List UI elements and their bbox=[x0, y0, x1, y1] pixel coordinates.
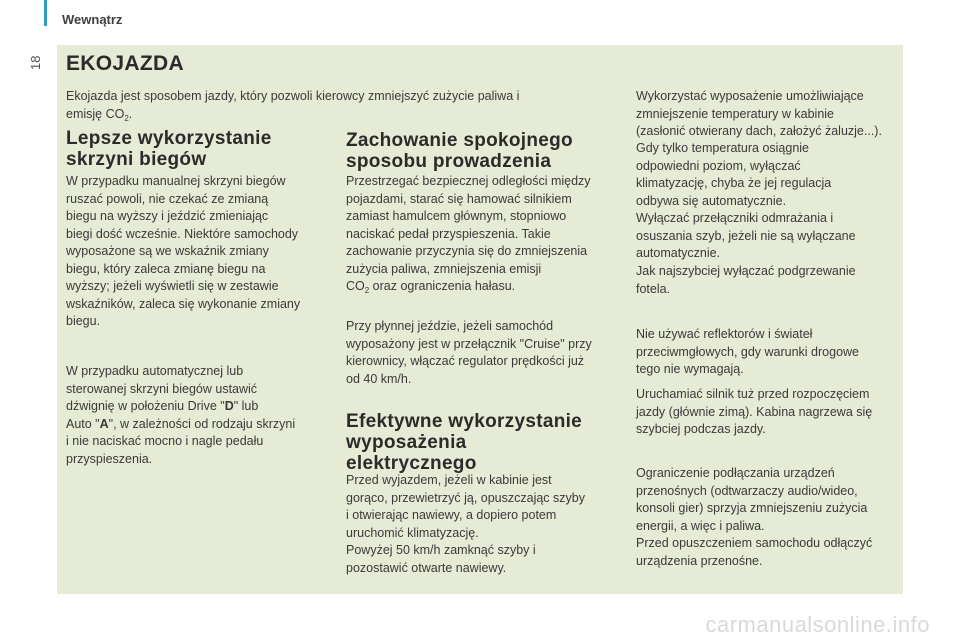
text-span: oraz ograniczenia hałasu. bbox=[369, 279, 516, 293]
text-span: ", w zależności od rodzaju skrzyni bbox=[108, 416, 296, 431]
text-line: wyposażony jest w przełącznik "Cruise" przy bbox=[346, 336, 592, 351]
gear-auto-letter: A bbox=[99, 416, 109, 431]
text-line: gorąco, przewietrzyć ją, opuszczając szyby bbox=[346, 490, 585, 505]
electrical-paragraph-2 bbox=[346, 542, 626, 577]
text-line: wyższy; jeżeli wyświetli się w zestawie bbox=[66, 279, 279, 293]
col3-paragraph-8 bbox=[636, 535, 901, 570]
text-span: dźwignię w położeniu Drive " bbox=[66, 399, 225, 413]
text-line: sterowanej skrzyni biegów ustawić bbox=[66, 381, 258, 396]
text-line: Wykorzystać wyposażenie umożliwiające bbox=[636, 89, 864, 103]
intro-line: Ekojazda jest sposobem jazdy, który pozwoli kierowcy zmniejszyć zużycie paliwa i bbox=[66, 89, 520, 103]
section-label: Wewnątrz bbox=[62, 12, 123, 27]
text-line: ruszać powoli, nie czekać ze zmianą bbox=[66, 191, 269, 206]
text-line: W przypadku manualnej skrzyni biegów bbox=[66, 174, 286, 188]
heading-line: Efektywne wykorzystanie bbox=[346, 411, 583, 432]
heading-gears bbox=[66, 128, 331, 170]
text-line: i nie naciskać mocno i nagle pedału bbox=[66, 434, 264, 448]
heading-line: skrzyni biegów bbox=[66, 149, 207, 170]
text-span: Auto " bbox=[66, 416, 100, 431]
electrical-paragraph-1 bbox=[346, 472, 626, 542]
text-line: automatycznie. bbox=[636, 246, 721, 260]
text-line: uruchomić klimatyzację. bbox=[346, 525, 479, 540]
calm-paragraph-1 bbox=[346, 173, 626, 296]
text-line: klimatyzację, chyba że jej regulacja bbox=[636, 176, 832, 190]
text-line: Nie używać reflektorów i świateł bbox=[636, 327, 813, 341]
text-line: pozostawić otwarte nawiewy. bbox=[346, 560, 507, 575]
heading-calm-driving bbox=[346, 130, 626, 172]
text-line: i otwierając nawiewy, a dopiero potem bbox=[346, 508, 557, 522]
text-line: wskaźników, zaleca się wykonanie zmiany bbox=[66, 296, 301, 311]
col3-paragraph-4 bbox=[636, 263, 901, 298]
intro-line bbox=[66, 106, 626, 124]
text-line: Uruchamiać silnik tuż przed rozpoczęciem bbox=[636, 387, 870, 401]
text-line: Przy płynnej jeździe, jeżeli samochód bbox=[346, 319, 554, 333]
page-title: EKOJAZDA bbox=[66, 52, 184, 75]
heading-line: Lepsze wykorzystanie bbox=[66, 128, 272, 149]
text-line: Ograniczenie podłączania urządzeń bbox=[636, 466, 835, 480]
text-line: Wyłączać przełączniki odmrażania i bbox=[636, 211, 834, 225]
text-line: odbywa się automatycznie. bbox=[636, 193, 787, 208]
intro-text: . bbox=[128, 106, 133, 121]
text-line: odpowiedni poziom, wyłączać bbox=[636, 158, 801, 173]
heading-line: wyposażenia bbox=[346, 432, 467, 453]
text-line: biegi dość wcześnie. Niektóre samochody bbox=[66, 226, 299, 241]
gears-manual-paragraph bbox=[66, 173, 331, 331]
heading-line: elektrycznego bbox=[346, 453, 477, 474]
heading-electrical bbox=[346, 411, 626, 474]
text-line: (zasłonić otwierany dach, założyć żaluzje...). bbox=[636, 124, 882, 138]
subscript: 2 bbox=[124, 113, 129, 123]
col3-paragraph-6 bbox=[636, 386, 901, 439]
text-span: " lub bbox=[233, 399, 259, 413]
text-line: zmniejszenie temperatury w kabinie bbox=[636, 106, 835, 121]
text-line: wyposażone są we wskaźnik zmiany bbox=[66, 244, 269, 258]
text-line: przenośnych (odtwarzaczy audio/wideo, bbox=[636, 483, 858, 498]
text-line: pojazdami, starać się hamować silnikiem bbox=[346, 191, 572, 206]
text-line: tego nie wymagają. bbox=[636, 362, 744, 376]
text-line: zamiast hamulcem głównym, stopniowo bbox=[346, 209, 567, 223]
text-span: CO bbox=[346, 279, 365, 293]
text-line: biegu, który zaleca zmianę biegu na bbox=[66, 261, 266, 276]
text-line: przeciwmgłowych, gdy warunki drogowe bbox=[636, 344, 860, 359]
text-line: biegu na wyższy i jeździć zmieniając bbox=[66, 209, 269, 223]
text-line: jazdy (głównie zimą). Kabina nagrzewa się bbox=[636, 404, 873, 419]
text-line: Przed opuszczeniem samochodu odłączyć bbox=[636, 536, 873, 550]
gears-auto-paragraph bbox=[66, 363, 331, 468]
calm-paragraph-2 bbox=[346, 318, 626, 388]
text-line: zużycia paliwa, zmniejszenia emisji bbox=[346, 261, 542, 276]
col3-paragraph-5 bbox=[636, 326, 901, 379]
text-line: Przed wyjazdem, jeżeli w kabinie jest bbox=[346, 473, 552, 487]
text-line: naciskać pedał przyspieszenia. Takie bbox=[346, 226, 551, 241]
text-line: kierownicy, włączać regulator prędkości już bbox=[346, 354, 585, 368]
text-line: osuszania szyb, jeżeli nie są wyłączane bbox=[636, 228, 856, 243]
text-line: przyspieszenia. bbox=[66, 451, 153, 466]
text-line bbox=[66, 416, 331, 434]
text-line: zachowanie przyczynia się do zmniejszenia bbox=[346, 244, 588, 258]
col3-paragraph-2 bbox=[636, 140, 901, 210]
col3-paragraph-7 bbox=[636, 465, 901, 535]
watermark: carmanualsonline.info bbox=[705, 612, 930, 637]
text-line: Gdy tylko temperatura osiągnie bbox=[636, 141, 810, 155]
text-line: szybciej podczas jazdy. bbox=[636, 422, 766, 436]
gear-drive-letter: D bbox=[224, 399, 234, 413]
text-line: od 40 km/h. bbox=[346, 371, 412, 386]
intro-text: emisję CO bbox=[66, 106, 125, 121]
text-line bbox=[66, 398, 331, 416]
text-line: energii, a więc i paliwa. bbox=[636, 518, 765, 533]
text-line: biegu. bbox=[66, 314, 101, 328]
text-line: W przypadku automatycznej lub bbox=[66, 364, 244, 378]
text-line: Przestrzegać bezpiecznej odległości między bbox=[346, 174, 591, 188]
col3-paragraph-3 bbox=[636, 210, 901, 263]
text-line: fotela. bbox=[636, 281, 671, 296]
heading-line: Zachowanie spokojnego bbox=[346, 130, 573, 151]
col3-paragraph-1 bbox=[636, 88, 901, 141]
text-line bbox=[346, 278, 626, 296]
text-line: Powyżej 50 km/h zamknąć szyby i bbox=[346, 543, 536, 557]
page-number: 18 bbox=[28, 55, 43, 70]
section-marker-bar bbox=[44, 0, 47, 26]
subscript: 2 bbox=[364, 286, 370, 295]
intro-paragraph bbox=[66, 88, 626, 123]
text-line: konsoli gier) sprzyja zmniejszeniu zużycia bbox=[636, 501, 868, 515]
text-line: Jak najszybciej wyłączać podgrzewanie bbox=[636, 264, 856, 278]
text-line: urządzenia przenośne. bbox=[636, 553, 763, 568]
heading-line: sposobu prowadzenia bbox=[346, 151, 552, 172]
